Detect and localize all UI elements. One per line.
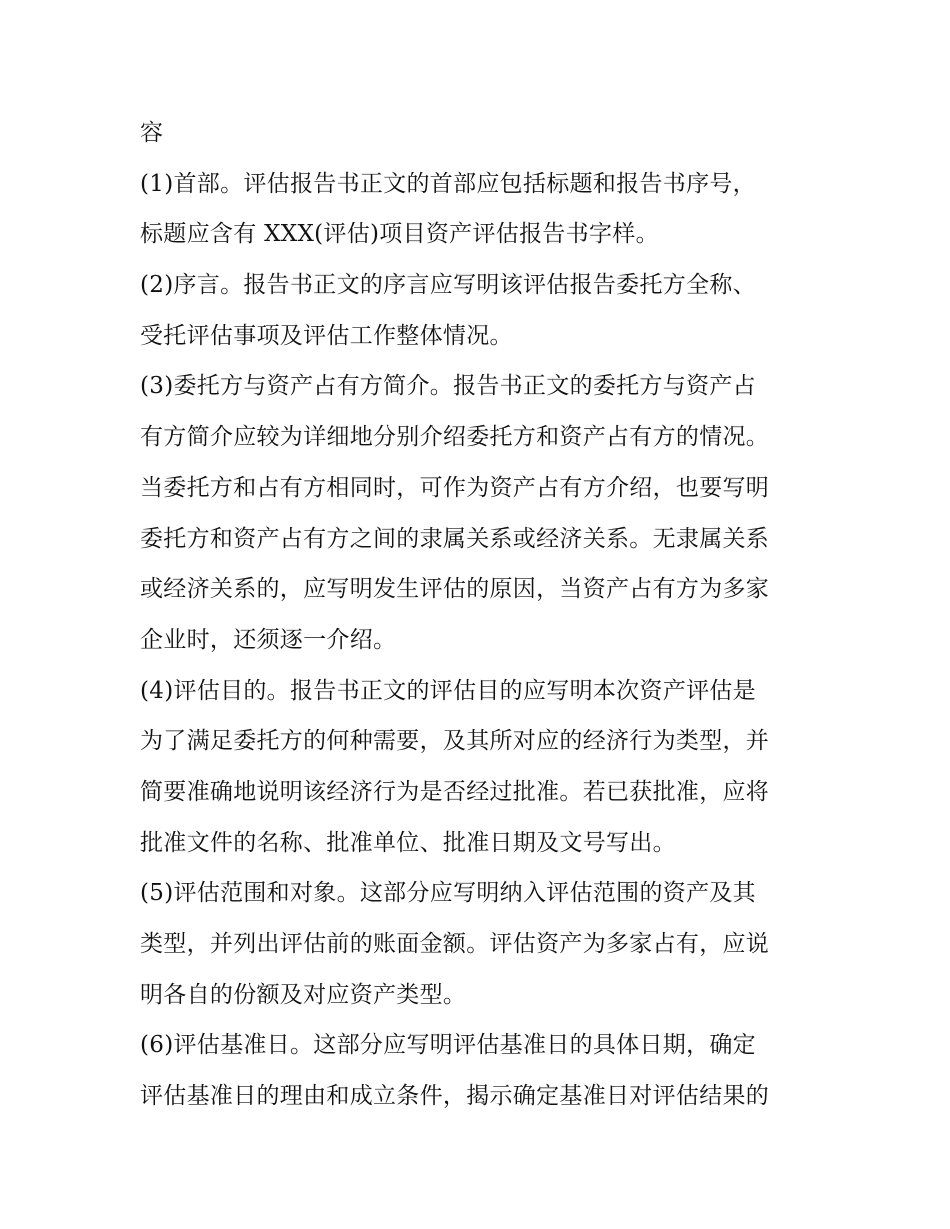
text-line: 容 bbox=[140, 120, 164, 146]
document-body bbox=[140, 108, 830, 1122]
text-line: 明各自的份额及对应资产类型。 bbox=[140, 981, 467, 1008]
text-line: 企业时，还须逐一介绍。 bbox=[140, 626, 397, 653]
text-line: (3)委托方与资产占有方简介。报告书正文的委托方与资产占 bbox=[140, 373, 756, 400]
text-line: (6)评估基准日。这部分应写明评估基准日的具体日期，确定 bbox=[140, 1032, 756, 1059]
text-line: (5)评估范围和对象。这部分应写明纳入评估范围的资产及其 bbox=[140, 880, 756, 907]
text-line: 受托评估事项及评估工作整体情况。 bbox=[140, 322, 513, 349]
text-line: (1)首部。评估报告书正文的首部应包括标题和报告书序号， bbox=[140, 170, 756, 197]
text-line: 委托方和资产占有方之间的隶属关系或经济关系。无隶属关系 bbox=[140, 525, 770, 552]
text-line: 为了满足委托方的何种需要，及其所对应的经济行为类型，并 bbox=[140, 728, 770, 755]
text-line: (4)评估目的。报告书正文的评估目的应写明本次资产评估是 bbox=[140, 677, 756, 704]
text-line: (2)序言。报告书正文的序言应写明该评估报告委托方全称、 bbox=[140, 272, 756, 299]
text-line: 或经济关系的，应写明发生评估的原因，当资产占有方为多家 bbox=[140, 576, 770, 603]
text-line: 评估基准日的理由和成立条件，揭示确定基准日对评估结果的 bbox=[140, 1083, 770, 1110]
text-line: 批准文件的名称、批准单位、批准日期及文号写出。 bbox=[140, 829, 676, 856]
text-line: 有方简介应较为详细地分别介绍委托方和资产占有方的情况。 bbox=[140, 424, 770, 451]
text-line: 类型，并列出评估前的账面金额。评估资产为多家占有，应说 bbox=[140, 931, 770, 957]
text-line: 当委托方和占有方相同时，可作为资产占有方介绍，也要写明 bbox=[140, 474, 770, 501]
text-line: 标题应含有 XXX(评估)项目资产评估报告书字样。 bbox=[140, 221, 659, 248]
text-line: 简要准确地说明该经济行为是否经过批准。若已获批准，应将 bbox=[140, 778, 770, 805]
